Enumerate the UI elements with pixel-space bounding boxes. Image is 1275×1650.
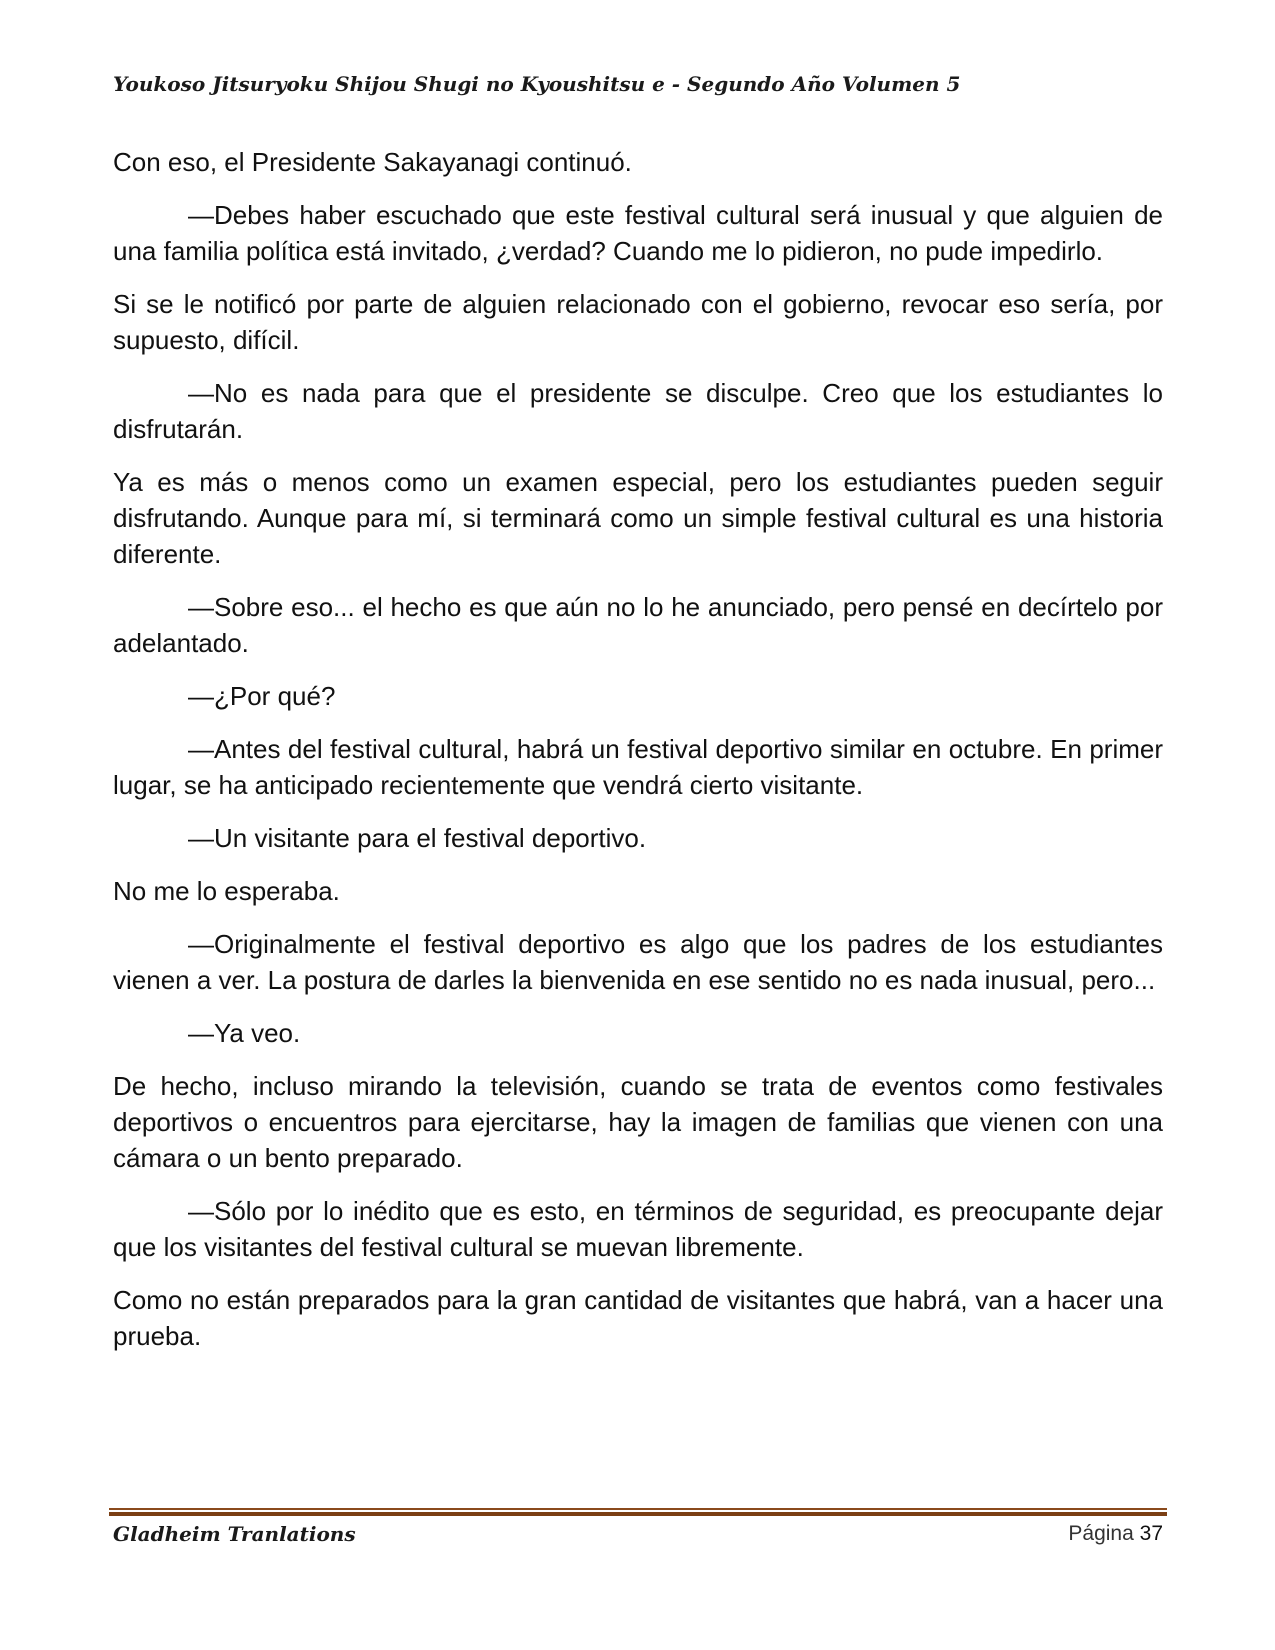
paragraph-dialog: —Originalmente el festival deportivo es algo que los padres de los estudiantes vienen a ver. La postura de darles la bienvenida en ese sentido no es nada inusual, pero...: [113, 929, 1163, 995]
paragraph-dialog: —Sólo por lo inédito que es esto, en términos de seguridad, es preocupante dejar que los visitantes del festival cultural se muevan libremente.: [113, 1196, 1163, 1262]
footer-credit: Gladheim Tranlations: [113, 1522, 356, 1546]
paragraph-dialog: —Un visitante para el festival deportivo.: [188, 823, 647, 853]
paragraph-narration: No me lo esperaba.: [113, 876, 340, 906]
page-label: Página: [1068, 1522, 1134, 1545]
paragraph-dialog: —Antes del festival cultural, habrá un festival deportivo similar en octubre. En primer lugar, se ha anticipado recientemente que vendrá cierto visitante.: [113, 734, 1163, 800]
paragraph-dialog: —No es nada para que el presidente se disculpe. Creo que los estudiantes lo disfrutarán.: [113, 378, 1163, 444]
paragraph-dialog: —¿Por qué?: [188, 681, 336, 711]
footer-page-indicator: [1068, 1522, 1163, 1546]
footer-divider-thick: [109, 1512, 1167, 1516]
paragraph-narration: De hecho, incluso mirando la televisión, cuando se trata de eventos como festivales deportivos o encuentros para ejercitarse, hay la imagen de familias que vienen con una cámara o un bento preparado.: [113, 1071, 1163, 1173]
footer-divider-thin: [109, 1508, 1167, 1510]
paragraph-narration: Como no están preparados para la gran cantidad de visitantes que habrá, van a hacer una prueba.: [113, 1285, 1163, 1351]
page-number: 37: [1139, 1522, 1163, 1545]
paragraph-narration: Ya es más o menos como un examen especial, pero los estudiantes pueden seguir disfrutando. Aunque para mí, si terminará como un simple festival cultural es una historia diferente.: [113, 467, 1163, 569]
paragraph-dialog: —Sobre eso... el hecho es que aún no lo he anunciado, pero pensé en decírtelo por adelantado.: [113, 592, 1163, 658]
paragraph-dialog: —Ya veo.: [188, 1018, 301, 1048]
paragraph-dialog: —Debes haber escuchado que este festival cultural será inusual y que alguien de una familia política está invitado, ¿verdad? Cuando me lo pidieron, no pude impedirlo.: [113, 200, 1163, 266]
body-text: [113, 144, 1163, 1371]
paragraph-narration: Si se le notificó por parte de alguien relacionado con el gobierno, revocar eso sería, por supuesto, difícil.: [113, 289, 1163, 355]
paragraph-narration: Con eso, el Presidente Sakayanagi continuó.: [113, 147, 632, 177]
running-header: Youkoso Jitsuryoku Shijou Shugi no Kyoushitsu e - Segundo Año Volumen 5: [113, 72, 961, 96]
